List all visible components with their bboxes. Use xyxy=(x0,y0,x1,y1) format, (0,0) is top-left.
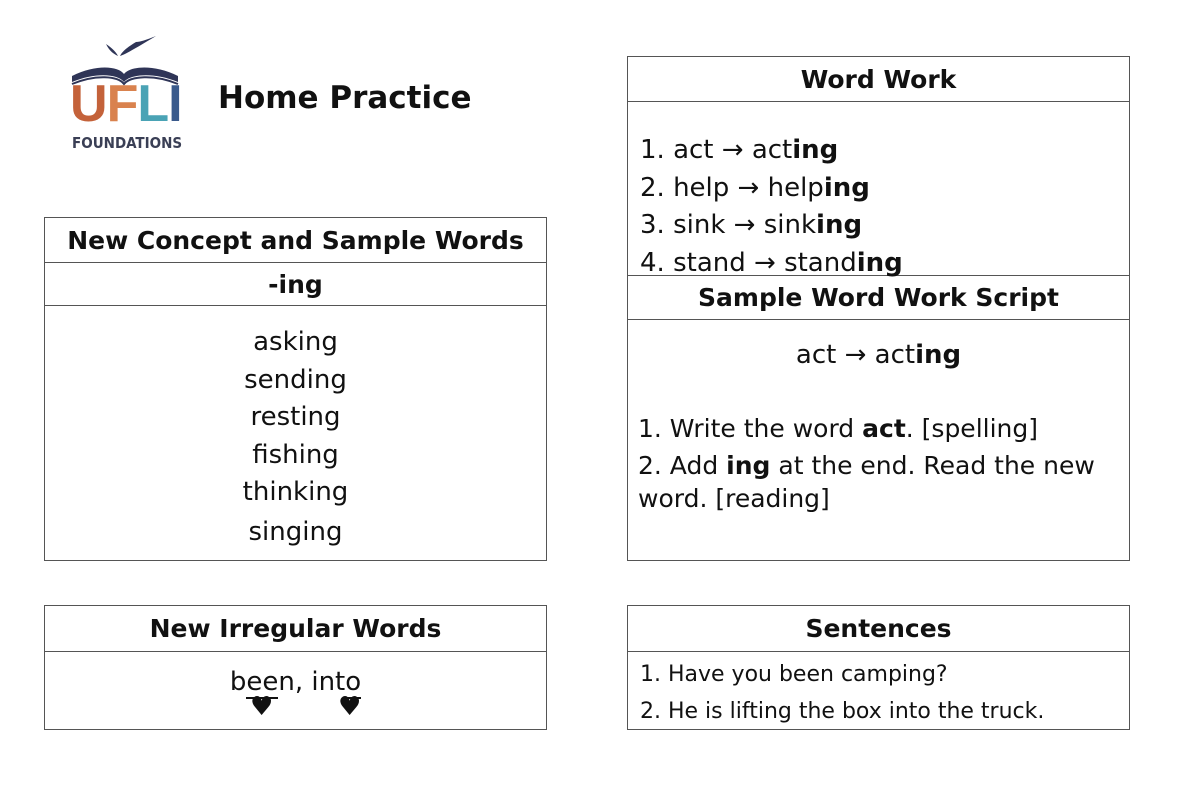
script-step-2: 2. Add ing at the end. Read the new xyxy=(638,451,1095,480)
concept-subtitle: -ing xyxy=(45,263,546,306)
list-item: 1. act → acting xyxy=(640,135,839,165)
sentences-panel xyxy=(627,605,1130,730)
list-item: 2. help → helping xyxy=(640,172,870,203)
concept-panel xyxy=(44,217,547,561)
list-item: fishing xyxy=(252,439,339,470)
logo-wordmark: UFLI xyxy=(70,75,182,133)
irregular-words: been, into xyxy=(229,667,362,697)
list-item: thinking xyxy=(242,477,349,507)
list-item: 3. sink → sinking xyxy=(640,210,863,240)
word-work-list xyxy=(628,102,1129,278)
heart-icon: ♥ xyxy=(338,692,362,722)
list-item: 1. Have you been camping? xyxy=(640,662,948,687)
page-title: Home Practice xyxy=(218,80,472,116)
script-title: Sample Word Work Script xyxy=(628,275,1129,320)
list-item: singing xyxy=(248,516,343,547)
irregular-part: ee xyxy=(246,667,279,697)
logo-subtitle: FOUNDATIONS xyxy=(72,134,183,152)
heart-icon: ♥ xyxy=(250,692,274,722)
script-step-2-continued: word. [reading] xyxy=(638,484,830,513)
sentences-title: Sentences xyxy=(628,606,1129,652)
word-work-title: Word Work xyxy=(628,57,1129,102)
script-body xyxy=(628,337,1129,515)
list-item: asking xyxy=(253,327,338,357)
list-item: resting xyxy=(250,402,341,432)
concept-word-list xyxy=(45,306,546,551)
list-item: 4. stand → standing xyxy=(640,247,903,278)
word-work-panel xyxy=(627,56,1130,561)
script-example: act → acting xyxy=(795,340,962,370)
script-step-1: 1. Write the word act. [spelling] xyxy=(638,414,1038,443)
irregular-part: o xyxy=(345,667,362,697)
irregular-title: New Irregular Words xyxy=(45,606,546,652)
list-item: sending xyxy=(244,364,347,395)
list-item: 2. He is lifting the box into the truck. xyxy=(640,699,1045,724)
sentences-list xyxy=(628,652,1129,730)
irregular-panel xyxy=(44,605,547,730)
concept-title: New Concept and Sample Words xyxy=(45,218,546,263)
